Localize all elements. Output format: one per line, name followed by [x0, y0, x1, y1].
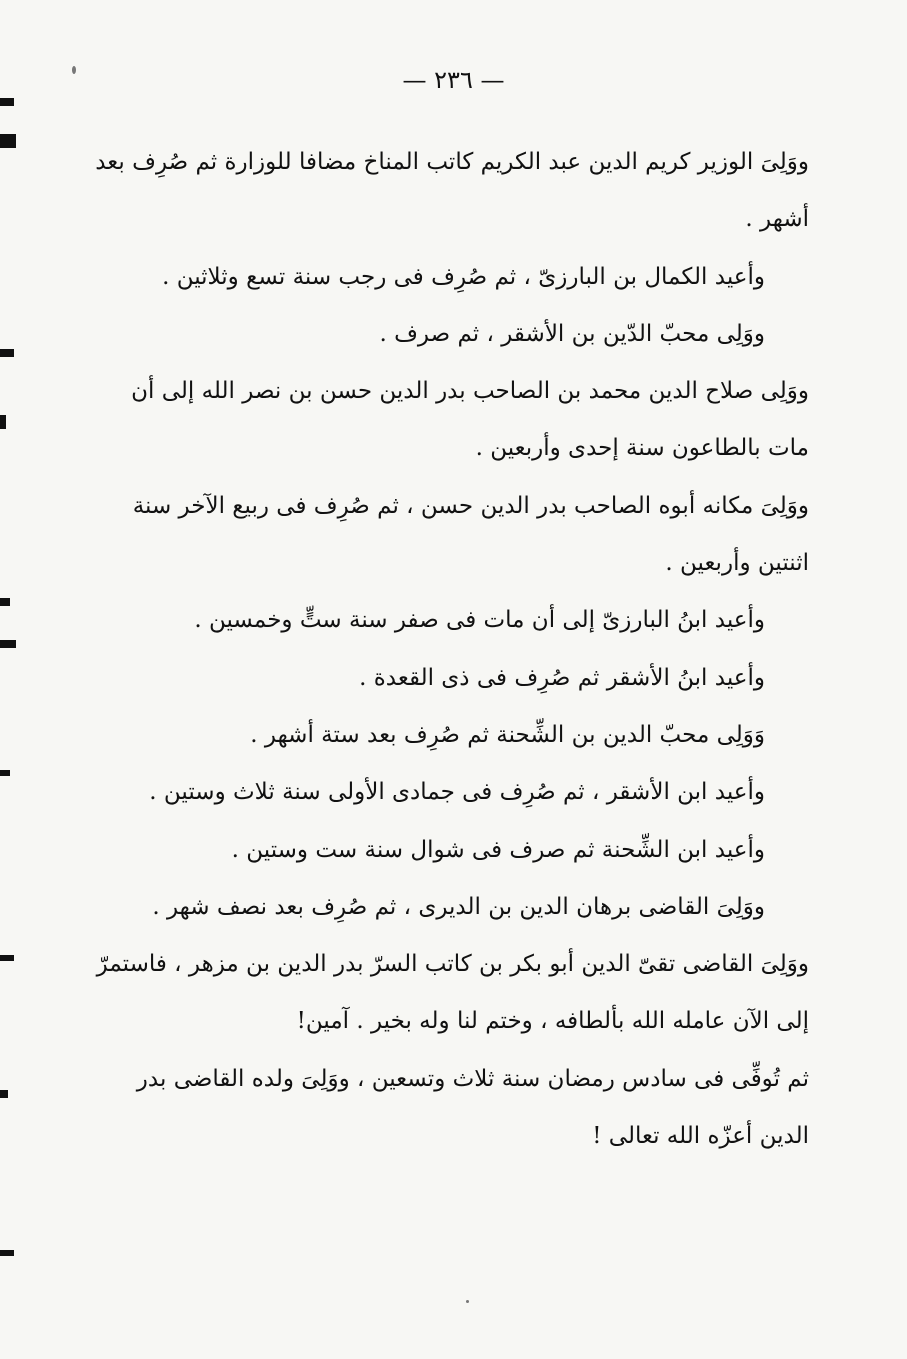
binding-mark	[0, 955, 14, 961]
paragraph: وأعيد ابنُ البارزىّ إلى أن مات فى صفر سنة ستٍّ وخمسين .	[194, 607, 765, 634]
paragraph: ووَلِىَ الوزير كريم الدين عبد الكريم كاتب المناخ مضافا للوزارة ثم صُرِف بعد أشهر .	[95, 149, 809, 233]
paragraph: ووَلِىَ مكانه أبوه الصاحب بدر الدين حسن ، ثم صُرِف فى ربيع الآخر سنة اثنتين وأربعين .	[132, 492, 809, 577]
paragraph: وأعيد ابن الأشقر ، ثم صُرِف فى جمادى الأولى سنة ثلاث وستين .	[149, 779, 765, 806]
paragraph: ووَلِىَ القاضى برهان الدين بن الديرى ، ثم صُرِف بعد نصف شهر .	[152, 893, 765, 920]
binding-mark	[0, 98, 14, 106]
dust-speck	[72, 66, 76, 74]
paragraph: وأعيد الكمال بن البارزىّ ، ثم صُرِف فى رجب سنة تسع وثلاثين .	[162, 263, 765, 290]
paragraph: ووَلِى صلاح الدين محمد بن الصاحب بدر الدين حسن بن نصر الله إلى أن مات بالطاعون سنة إحدى وأربعين .	[131, 378, 809, 462]
binding-mark	[0, 770, 10, 776]
paragraph: وأعيد ابنُ الأشقر ثم صُرِف فى ذى القعدة .	[359, 664, 765, 691]
paragraph: وَوَلِى محبّ الدين بن الشِّحنة ثم صُرِف بعد ستة أشهر .	[250, 721, 765, 748]
binding-mark	[0, 1090, 8, 1098]
paragraph: ووَلِىَ القاضى تقىّ الدين أبو بكر بن كاتب السرّ بدر الدين بن مزهر ، فاستمرّ إلى الآن عامله الله بألطافه ، وختم لنا وله بخير . آمين!	[96, 951, 809, 1035]
paragraph: ووَلِى محبّ الدّين بن الأشقر ، ثم صرف .	[379, 320, 765, 347]
paragraph: وأعيد ابن الشِّحنة ثم صرف فى شوال سنة ست وستين .	[231, 836, 765, 863]
binding-mark	[0, 1250, 14, 1256]
dust-speck	[466, 1300, 469, 1303]
page-number: — ٢٣٦ —	[402, 66, 505, 94]
body-text	[94, 134, 809, 1165]
binding-mark	[0, 415, 6, 429]
binding-mark	[0, 349, 14, 357]
binding-mark	[0, 134, 16, 148]
paragraph: ثم تُوفِّى فى سادس رمضان سنة ثلاث وتسعين ، ووَلِىَ ولده القاضى بدر الدين أعزّه الله تعالى !	[136, 1065, 809, 1150]
binding-mark	[0, 598, 10, 606]
binding-mark	[0, 640, 16, 648]
